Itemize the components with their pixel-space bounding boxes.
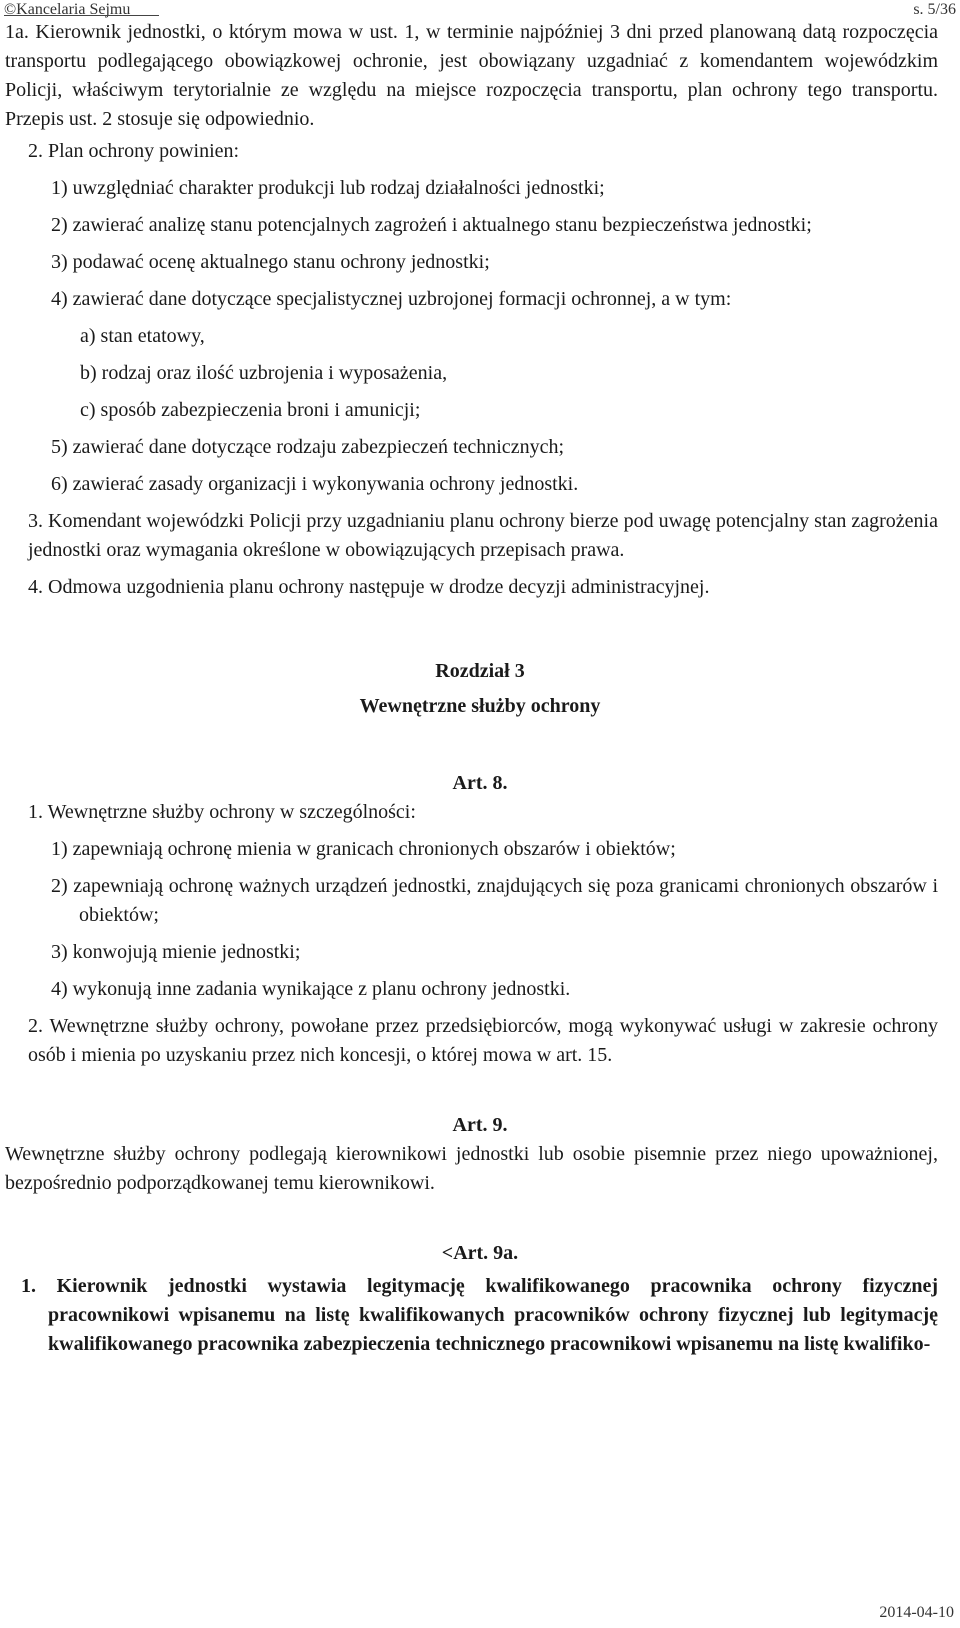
list-item: 1) uwzględniać charakter produkcji lub rodzaj działalności jednostki; bbox=[51, 177, 605, 199]
sub-list-item: b) rodzaj oraz ilość uzbrojenia i wyposażenia, bbox=[80, 362, 448, 384]
list-item: 1) zapewniają ochronę mienia w granicach chronionych obszarów i obiektów; bbox=[51, 838, 676, 860]
document-body bbox=[0, 18, 960, 1359]
list-item: 4) zawierać dane dotyczące specjalistycznej uzbrojonej formacji ochronnej, a w tym: bbox=[51, 288, 732, 310]
header-underline bbox=[4, 15, 159, 16]
paragraph-3: 3. Komendant wojewódzki Policji przy uzgadnianiu planu ochrony bierze pod uwagę potencjalny stan zagrożenia jednostki oraz wymagania określone w obowiązujących przepisach prawa. bbox=[28, 510, 938, 561]
header-publisher: ©Kancelaria Sejmu bbox=[4, 1, 131, 18]
sub-list-item: c) sposób zabezpieczenia broni i amunicji; bbox=[80, 399, 421, 421]
paragraph-1a: 1a. Kierownik jednostki, o którym mowa w ust. 1, w terminie najpóźniej 3 dni przed planowaną datą rozpoczęcia transportu podlegającego obowiązkowej ochronie, jest obowiązany uzgadniać z komendantem wojewódzkim Policji, właściwym terytorialnie ze względu na miejsce rozpoczęcia transportu, plan ochrony tego transportu. Przepis ust. 2 stosuje się odpowiednio. bbox=[5, 21, 938, 130]
list-item: 5) zawierać dane dotyczące rodzaju zabezpieczeń technicznych; bbox=[51, 436, 564, 458]
chapter-title: Wewnętrzne służby ochrony bbox=[359, 695, 601, 717]
list-item: 2) zawierać analizę stanu potencjalnych zagrożeń i aktualnego stanu bezpieczeństwa jednostki; bbox=[51, 214, 812, 236]
header-page-number: s. 5/36 bbox=[913, 1, 956, 18]
article-8-paragraph-2: 2. Wewnętrzne służby ochrony, powołane przez przedsiębiorców, mogą wykonywać usługi w zakresie ochrony osób i mienia po uzyskaniu przez nich koncesji, o której mowa w art. 15. bbox=[28, 1015, 938, 1066]
list-item: 4) wykonują inne zadania wynikające z planu ochrony jednostki. bbox=[51, 978, 571, 1000]
paragraph-4: 4. Odmowa uzgodnienia planu ochrony następuje w drodze decyzji administracyjnej. bbox=[28, 576, 710, 598]
sub-list-item: a) stan etatowy, bbox=[80, 325, 205, 347]
paragraph-2: 2. Plan ochrony powinien: bbox=[28, 140, 240, 162]
article-9-heading: Art. 9. bbox=[452, 1114, 508, 1136]
article-8-paragraph-1: 1. Wewnętrzne służby ochrony w szczególności: bbox=[28, 801, 416, 823]
footer-date: 2014-04-10 bbox=[879, 1604, 954, 1621]
article-9a-heading: <Art. 9a. bbox=[441, 1242, 519, 1264]
list-item: 3) podawać ocenę aktualnego stanu ochrony jednostki; bbox=[51, 251, 490, 273]
article-9a-paragraph-1: 1. Kierownik jednostki wystawia legitymację kwalifikowanego pracownika ochrony fizycznej pracownikowi wpisanemu na listę kwalifikowanych pracowników ochrony fizycznej lub legitymację kwalifikowanego pracownika zabezpieczenia technicznego pracownikowi wpisanemu na listę kwalifiko- bbox=[21, 1275, 938, 1355]
article-9-text: Wewnętrzne służby ochrony podlegają kierownikowi jednostki lub osobie pisemnie przez niego upoważnionej, bezpośrednio podporządkowanej temu kierownikowi. bbox=[5, 1143, 938, 1194]
article-8-heading: Art. 8. bbox=[452, 772, 508, 794]
chapter-heading: Rozdział 3 bbox=[435, 660, 525, 682]
list-item: 3) konwojują mienie jednostki; bbox=[51, 941, 301, 963]
list-item: 2) zapewniają ochronę ważnych urządzeń jednostki, znajdujących się poza granicami chronionych obszarów i obiektów; bbox=[51, 875, 938, 926]
list-item: 6) zawierać zasady organizacji i wykonywania ochrony jednostki. bbox=[51, 473, 579, 495]
